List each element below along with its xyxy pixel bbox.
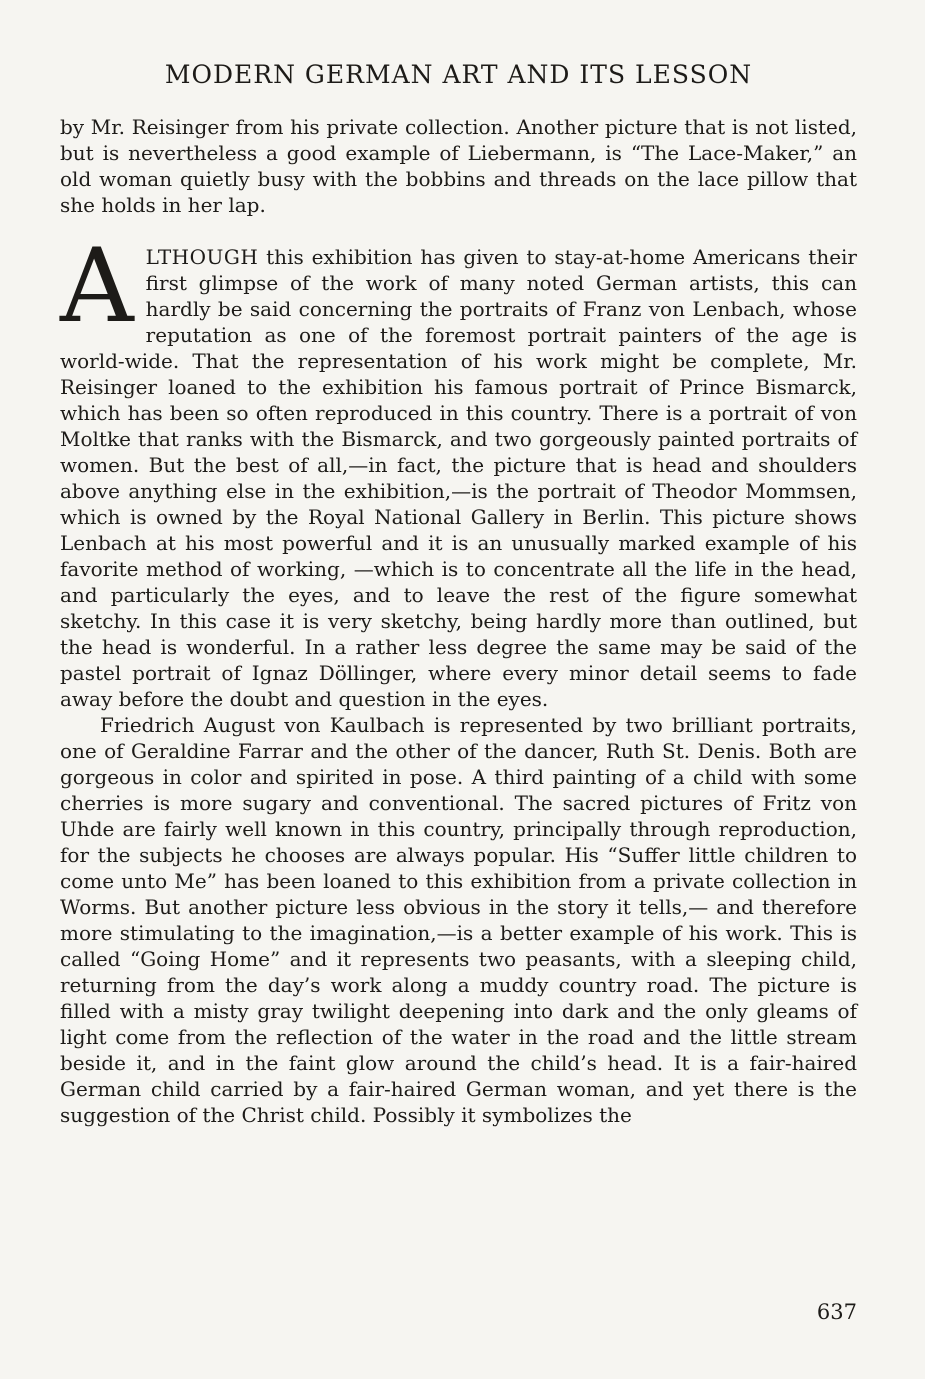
running-title: MODERN GERMAN ART AND ITS LESSON	[164, 60, 753, 89]
paragraph-2-text: this exhibition has given to stay-at-home Americans their first glimpse of the work of many noted German artists, this can hardly be said concerning the portraits of Franz von Lenbach, whose reputation as one of the foremost portrait painters of the age is world-wide. That the representation of his work might be complete, Mr. Reisinger loaned to the exhibition his famous portrait of Prince Bismarck, which has been so often reproduced in this country. There is a portrait of von Moltke that ranks with the Bismarck, and two gorgeously painted portraits of women. But the best of all,—in fact, the picture that is head and shoulders above anything else in the exhibition,—is the portrait of Theodor Mommsen, which is owned by the Royal National Gallery in Berlin. This picture shows Lenbach at his most powerful and it is an unusually marked example of his favorite method of working, —which is to concentrate all the life in the head, and particularly the eyes, and to leave the rest of the figure somewhat sketchy. In this case it is very sketchy, being hardly more than outlined, but the head is wonderful. In a rather less degree the same may be said of the pastel portrait of Ignaz Döllinger, where every minor detail seems to fade away before the doubt and question in the eyes.	[60, 245, 857, 711]
page-number: 637	[816, 1300, 857, 1324]
page	[60, 60, 857, 1128]
drop-cap: A	[60, 227, 134, 346]
body-text	[60, 114, 857, 1128]
paragraph-1: by Mr. Reisinger from his private collection. Another picture that is not listed, but is nevertheless a good example of Liebermann, is “The Lace-Maker,” an old woman quietly busy with the bobbins and threads on the lace pillow that she holds in her lap.	[60, 115, 857, 217]
lead-word: LTHOUGH	[145, 245, 259, 269]
paragraph-2	[60, 227, 857, 712]
paragraph-gap	[60, 218, 857, 244]
paragraph-3: Friedrich August von Kaulbach is represented by two brilliant portraits, one of Geraldine Farrar and the other of the dancer, Ruth St. Denis. Both are gorgeous in color and spirited in pose. A third painting of a child with some cherries is more sugary and conventional. The sacred pictures of Fritz von Uhde are fairly well known in this country, principally through reproduction, for the subjects he chooses are always popular. His “Suffer little children to come unto Me” has been loaned to this exhibition from a private collection in Worms. But another picture less obvious in the story it tells,— and therefore more stimulating to the imagination,—is a better example of his work. This is called “Going Home” and it represents two peasants, with a sleeping child, returning from the day’s work along a muddy country road. The picture is filled with a misty gray twilight deepening into dark and the only gleams of light come from the reflection of the water in the road and the little stream beside it, and in the faint glow around the child’s head. It is a fair-haired German child carried by a fair-haired German woman, and yet there is the suggestion of the Christ child. Possibly it symbolizes the	[60, 713, 857, 1127]
